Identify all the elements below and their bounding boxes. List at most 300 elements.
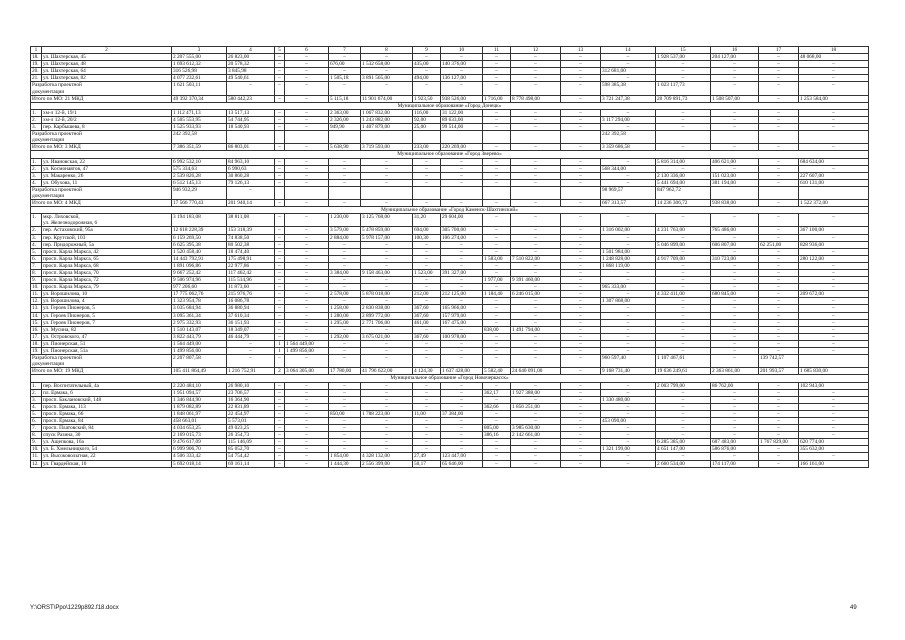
cell-col-15: – [656, 396, 711, 403]
row-number: 1. [31, 382, 42, 389]
row-number: 10. [31, 284, 42, 291]
total-label: Итого по МО: 21 МКД [31, 95, 172, 102]
cell-col-10: – [441, 425, 483, 432]
cell-col-11: – [483, 109, 511, 116]
cell-col-9: – [413, 396, 441, 403]
cell-col-9: 367,60 [413, 312, 441, 319]
cell-col-4: 22 977,86 [227, 262, 275, 269]
cell-col-7: – [329, 255, 361, 262]
cell-col-15: 5 441 694,00 [656, 179, 711, 186]
cell-col-8: 3 675 021,00 [361, 333, 413, 340]
cell-col-12: – [511, 410, 561, 417]
cell-col-5: – [275, 305, 285, 312]
cell-col-17: – [759, 75, 799, 82]
table-row [31, 75, 869, 82]
cell-col-11: – [483, 75, 511, 82]
cell-col-4: 46 444,79 [227, 333, 275, 340]
row-number: 12. [31, 460, 42, 467]
table-row [31, 319, 869, 326]
cell-col-7: – [329, 200, 361, 207]
cell-col-15: – [656, 144, 711, 151]
cell-col-10: – [441, 432, 483, 439]
cell-col-16: – [711, 144, 759, 151]
cell-col-11: 1 716,00 [483, 95, 511, 102]
cell-col-15: – [656, 165, 711, 172]
cell-col-7: 1 280,00 [329, 312, 361, 319]
cell-col-6: – [285, 262, 329, 269]
cell-col-10: – [441, 179, 483, 186]
cell-col-4: 16 364,90 [227, 396, 275, 403]
cell-col-16: – [711, 396, 759, 403]
cell-col-3: 12 618 228,39 [172, 227, 227, 234]
cell-col-12: – [511, 460, 561, 467]
cell-col-7: 3 384,00 [329, 270, 361, 277]
cell-col-15: – [656, 305, 711, 312]
cell-col-7: – [329, 54, 361, 61]
cell-col-4: – [227, 355, 275, 368]
cell-col-9: 31,20 [413, 214, 441, 227]
cell-col-12: – [511, 305, 561, 312]
table-row [31, 124, 869, 131]
cell-col-3: 3 035 684,94 [172, 305, 227, 312]
cell-col-5: – [275, 262, 285, 269]
cell-col-17: – [759, 348, 799, 355]
cell-col-4: 215 976,76 [227, 291, 275, 298]
cell-col-15: 1 023 117,73 [656, 82, 711, 95]
cell-col-6: – [285, 214, 329, 227]
cell-col-9: 694,00 [413, 227, 441, 234]
cell-col-16: – [711, 284, 759, 291]
cell-col-17: – [759, 248, 799, 255]
cell-col-10: 29 604,00 [441, 214, 483, 227]
cell-col-13: – [561, 439, 601, 446]
address-cell: ул. Шахтерская, 64 [42, 68, 172, 75]
cell-col-6: – [285, 109, 329, 116]
column-header-2: 2 [42, 47, 172, 54]
table-row [31, 348, 869, 355]
cell-col-7: 1 505,18 [329, 75, 361, 82]
cell-col-18: 1 522 372,00 [799, 200, 869, 207]
cell-col-5: – [275, 319, 285, 326]
cell-col-4: 54 754,42 [227, 453, 275, 460]
cell-col-14: 453 090,00 [601, 417, 656, 424]
cell-col-3: 1 879 082,89 [172, 403, 227, 410]
address-cell: хм-л 12-й, 20/2 [42, 116, 172, 123]
cell-col-6: – [285, 255, 329, 262]
address-cell: ул. Ащепкова, 16а [42, 439, 172, 446]
cell-col-16: 310 723,00 [711, 255, 759, 262]
cell-col-8: 11 901 674,00 [361, 95, 413, 102]
cell-col-9: – [413, 403, 441, 410]
cell-col-6: – [285, 95, 329, 102]
cell-col-18: – [799, 432, 869, 439]
cell-col-11: – [483, 262, 511, 269]
cell-col-15: – [656, 61, 711, 68]
cell-col-14: 965 333,00 [601, 284, 656, 291]
cell-col-10: – [441, 298, 483, 305]
cell-col-13: – [561, 403, 601, 410]
table-row [31, 382, 869, 389]
cell-col-10: – [441, 200, 483, 207]
cell-col-5: – [275, 425, 285, 432]
cell-col-4: 26 354,73 [227, 432, 275, 439]
cell-col-15: 1 107 467,61 [656, 355, 711, 368]
cell-col-16: – [711, 248, 759, 255]
cell-col-15: – [656, 109, 711, 116]
cell-col-9: 50,17 [413, 460, 441, 467]
column-header-17: 17 [759, 47, 799, 54]
cell-col-5: – [275, 355, 285, 368]
cell-col-16: – [711, 116, 759, 123]
address-cell: ул. Высоковольтная, 22 [42, 453, 172, 460]
cell-col-16: – [711, 312, 759, 319]
cell-col-17: – [759, 298, 799, 305]
cell-col-4: 79 126,13 [227, 179, 275, 186]
section-title: Муниципальное образование «Город Донецк» [31, 102, 869, 109]
table-row [31, 262, 869, 269]
row-label-line: документации [32, 361, 65, 368]
column-header-11: 11 [483, 47, 511, 54]
cell-col-9: – [413, 348, 441, 355]
cell-col-12: – [511, 234, 561, 241]
cell-col-3: 1 848 061,97 [172, 410, 227, 417]
cell-col-12: 1 856 251,00 [511, 403, 561, 410]
cell-col-14: – [601, 382, 656, 389]
cell-col-10: – [441, 284, 483, 291]
cell-col-18: – [799, 425, 869, 432]
cell-col-14: – [601, 333, 656, 340]
cell-col-15: 2 003 799,00 [656, 382, 711, 389]
cell-col-8 [361, 186, 413, 199]
cell-col-10: 167 475,00 [441, 319, 483, 326]
cell-col-15: – [656, 68, 711, 75]
cell-col-8: – [361, 172, 413, 179]
cell-col-18: – [799, 333, 869, 340]
cell-col-3: 1 564 449,00 [172, 340, 227, 347]
table-row [31, 312, 869, 319]
cell-col-5: – [275, 312, 285, 319]
cell-col-11: – [483, 68, 511, 75]
cell-col-14: 312 681,00 [601, 68, 656, 75]
cell-col-14: 1 321 199,00 [601, 446, 656, 453]
cell-col-12: – [511, 439, 561, 446]
cell-col-5: – [275, 234, 285, 241]
cell-col-10: – [441, 389, 483, 396]
section-title: Муниципальное образование «Город Каменск-Шахтинский» [31, 207, 869, 214]
cell-col-9: – [413, 248, 441, 255]
cell-col-18: – [799, 348, 869, 355]
row-number: 12. [31, 298, 42, 305]
table-row [31, 291, 869, 298]
table-row [31, 284, 869, 291]
cell-col-10: 65 646,00 [441, 460, 483, 467]
cell-col-11: 838,00 [483, 326, 511, 333]
cell-col-10: – [441, 382, 483, 389]
table-row [31, 439, 869, 446]
row-number: 3. [31, 172, 42, 179]
table-row [31, 54, 869, 61]
table-row [31, 355, 869, 368]
row-number: 4. [31, 241, 42, 248]
cell-col-11: – [483, 439, 511, 446]
cell-col-9: – [413, 165, 441, 172]
cell-col-7: – [329, 158, 361, 165]
cell-col-11: – [483, 396, 511, 403]
row-label [31, 355, 172, 368]
column-header-14: 14 [601, 47, 656, 54]
cell-col-8: 1 532 658,00 [361, 61, 413, 68]
cell-col-14: – [601, 425, 656, 432]
column-header-9: 9 [413, 47, 441, 54]
cell-col-9: – [413, 54, 441, 61]
cell-col-12: 6 246 015,00 [511, 291, 561, 298]
cell-col-14: – [601, 124, 656, 131]
cell-col-12: – [511, 75, 561, 82]
column-header-12: 12 [511, 47, 561, 54]
cell-col-10: – [441, 262, 483, 269]
cell-col-16: – [711, 109, 759, 116]
cell-col-18: – [799, 248, 869, 255]
cell-col-6: – [285, 410, 329, 417]
cell-col-16: 938 838,00 [711, 200, 759, 207]
cell-col-11: – [483, 200, 511, 207]
cell-col-3: 2 207 555,00 [172, 54, 227, 61]
cell-col-15: – [656, 262, 711, 269]
address-cell: просп. Карла Маркса, 65 [42, 255, 172, 262]
cell-col-14: – [601, 460, 656, 467]
cell-col-13: – [561, 389, 601, 396]
cell-col-16: 381 194,00 [711, 179, 759, 186]
cell-col-12: – [511, 284, 561, 291]
cell-col-13: – [561, 255, 601, 262]
cell-col-3: 1 693 612,32 [172, 61, 227, 68]
cell-col-18: – [799, 305, 869, 312]
table-row [31, 82, 869, 95]
address-cell: просп. Баклановский, 148 [42, 396, 172, 403]
cell-col-14: – [601, 109, 656, 116]
cell-col-5 [275, 131, 285, 144]
cell-col-9: 461,00 [413, 319, 441, 326]
cell-col-8: 3 719 593,00 [361, 144, 413, 151]
cell-col-16: 1 508 507,00 [711, 95, 759, 102]
cell-col-16: – [711, 417, 759, 424]
cell-col-6: – [285, 453, 329, 460]
cell-col-11: – [483, 382, 511, 389]
cell-col-9: 4 124,30 [413, 368, 441, 375]
cell-col-10: – [441, 158, 483, 165]
cell-col-12: – [511, 270, 561, 277]
cell-col-10: – [441, 396, 483, 403]
cell-col-10 [441, 131, 483, 144]
cell-col-13: – [561, 298, 601, 305]
cell-col-17: – [759, 460, 799, 467]
cell-col-18: – [799, 144, 869, 151]
cell-col-5: – [275, 460, 285, 467]
table-row [31, 460, 869, 467]
cell-col-4: – [227, 340, 275, 347]
cell-col-12: – [511, 68, 561, 75]
cell-col-18: 610 131,00 [799, 179, 869, 186]
cell-col-12: – [511, 200, 561, 207]
cell-col-16: – [711, 270, 759, 277]
cell-col-3: 2 975 332,93 [172, 319, 227, 326]
cell-col-11: 5 582,40 [483, 368, 511, 375]
cell-col-13: – [561, 227, 601, 234]
cell-col-17: 139 742,57 [759, 355, 799, 368]
table-row [31, 417, 869, 424]
cell-col-4: 23 706,57 [227, 389, 275, 396]
table-row [31, 144, 869, 151]
cell-col-9: 233,00 [413, 144, 441, 151]
cell-col-3: 2 539 826,28 [172, 172, 227, 179]
address-cell: ул. Островского, 47 [42, 333, 172, 340]
row-number: 7. [31, 262, 42, 269]
cell-col-17: – [759, 382, 799, 389]
cell-col-9: – [413, 298, 441, 305]
cell-col-9: – [413, 355, 441, 368]
row-number: 2. [31, 227, 42, 234]
cell-col-8: – [361, 439, 413, 446]
cell-col-17: – [759, 179, 799, 186]
cell-col-9: – [413, 277, 441, 284]
cell-col-4: 3 845,98 [227, 68, 275, 75]
cell-col-14: 1 307 868,00 [601, 298, 656, 305]
cell-col-18: – [799, 312, 869, 319]
cell-col-15: 847 962,72 [656, 186, 711, 199]
cell-col-16: 204 127,00 [711, 54, 759, 61]
table-body [31, 54, 869, 468]
cell-col-15: 6 285 385,00 [656, 439, 711, 446]
cell-col-8: 2 830 838,00 [361, 305, 413, 312]
cell-col-10: – [441, 326, 483, 333]
cell-col-16: 765 486,00 [711, 227, 759, 234]
cell-col-11: – [483, 460, 511, 467]
cell-col-4: 115 146,09 [227, 439, 275, 446]
cell-col-13: – [561, 241, 601, 248]
cell-col-6: – [285, 382, 329, 389]
cell-col-9: – [413, 241, 441, 248]
address-cell: пер. Карбышева, 8 [42, 124, 172, 131]
cell-col-16: – [711, 305, 759, 312]
cell-col-18: – [799, 270, 869, 277]
cell-col-11: 1 184,40 [483, 291, 511, 298]
cell-col-6: – [285, 144, 329, 151]
cell-col-6: – [285, 200, 329, 207]
cell-col-9: 367,60 [413, 305, 441, 312]
address-cell: просп. Карла Маркса, 70 [42, 270, 172, 277]
address-cell: просп. Карла Маркса, 42 [42, 248, 172, 255]
cell-col-13: – [561, 144, 601, 151]
cell-col-18: 1 253 584,00 [799, 95, 869, 102]
table-row [31, 333, 869, 340]
cell-col-8: – [361, 389, 413, 396]
row-number: 20. [31, 68, 42, 75]
cell-col-6 [285, 131, 329, 144]
cell-col-6: – [285, 172, 329, 179]
cell-col-7: – [329, 241, 361, 248]
cell-col-5: – [275, 158, 285, 165]
cell-col-10: – [441, 82, 483, 95]
cell-col-7: – [329, 432, 361, 439]
table-row [31, 453, 869, 460]
cell-col-6: – [285, 305, 329, 312]
cell-col-4: 18 349,07 [227, 326, 275, 333]
cell-col-14: 1 248 828,00 [601, 255, 656, 262]
cell-col-13: – [561, 284, 601, 291]
page-number: 49 [850, 605, 857, 611]
cell-col-6: 1 564 449,00 [285, 340, 329, 347]
cell-col-10 [441, 186, 483, 199]
cell-col-14: – [601, 270, 656, 277]
cell-col-9: – [413, 262, 441, 269]
column-header-7: 7 [329, 47, 361, 54]
table-row [31, 403, 869, 410]
cell-col-4: 22 454,97 [227, 410, 275, 417]
cell-col-9: 1 923,50 [413, 95, 441, 102]
row-number: 8. [31, 270, 42, 277]
cell-col-8: – [361, 446, 413, 453]
cell-col-7: – [329, 326, 361, 333]
cell-col-13: – [561, 305, 601, 312]
address-cell: ул. Гвардейская, 10 [42, 460, 172, 467]
cell-col-3: 1 621 503,11 [172, 82, 227, 95]
cell-col-7: 5 638,90 [329, 144, 361, 151]
cell-col-10: 212 125,00 [441, 291, 483, 298]
table-row [31, 165, 869, 172]
table-row [31, 340, 869, 347]
cell-col-17: – [759, 453, 799, 460]
cell-col-8: – [361, 82, 413, 95]
cell-col-13: – [561, 179, 601, 186]
cell-col-13: – [561, 432, 601, 439]
cell-col-17: – [759, 68, 799, 75]
cell-col-5: – [275, 326, 285, 333]
table-row [31, 68, 869, 75]
cell-col-16: 2 363 861,00 [711, 368, 759, 375]
cell-col-5: – [275, 298, 285, 305]
cell-col-14: – [601, 305, 656, 312]
cell-col-7: – [329, 439, 361, 446]
cell-col-4: 18 474,40 [227, 248, 275, 255]
cell-col-17: – [759, 340, 799, 347]
cell-col-15: – [656, 333, 711, 340]
cell-col-5: – [275, 75, 285, 82]
cell-col-6: – [285, 396, 329, 403]
cell-col-13: – [561, 348, 601, 355]
cell-col-11: – [483, 348, 511, 355]
cell-col-7: – [329, 355, 361, 368]
cell-col-12: 24 640 091,00 [511, 368, 561, 375]
cell-col-10: – [441, 241, 483, 248]
cell-col-15: – [656, 340, 711, 347]
address-cell: ул. Б. Хмельницкого, 54 [42, 446, 172, 453]
cell-col-12: – [511, 319, 561, 326]
cell-col-16: – [711, 165, 759, 172]
cell-col-18: 355 632,00 [799, 446, 869, 453]
cell-col-14: 598 385,38 [601, 82, 656, 95]
column-header-8: 8 [361, 47, 413, 54]
address-cell: ул. Ивановская, 22 [42, 158, 172, 165]
table-row [31, 172, 869, 179]
cell-col-6: – [285, 179, 329, 186]
table-row [31, 214, 869, 227]
cell-col-3: 4 505 553,95 [172, 116, 227, 123]
cell-col-3: 1 346 844,90 [172, 396, 227, 403]
cell-col-8: – [361, 262, 413, 269]
cell-col-18: 280 122,00 [799, 255, 869, 262]
table-row [31, 248, 869, 255]
cell-col-8: 1 407 879,00 [361, 124, 413, 131]
